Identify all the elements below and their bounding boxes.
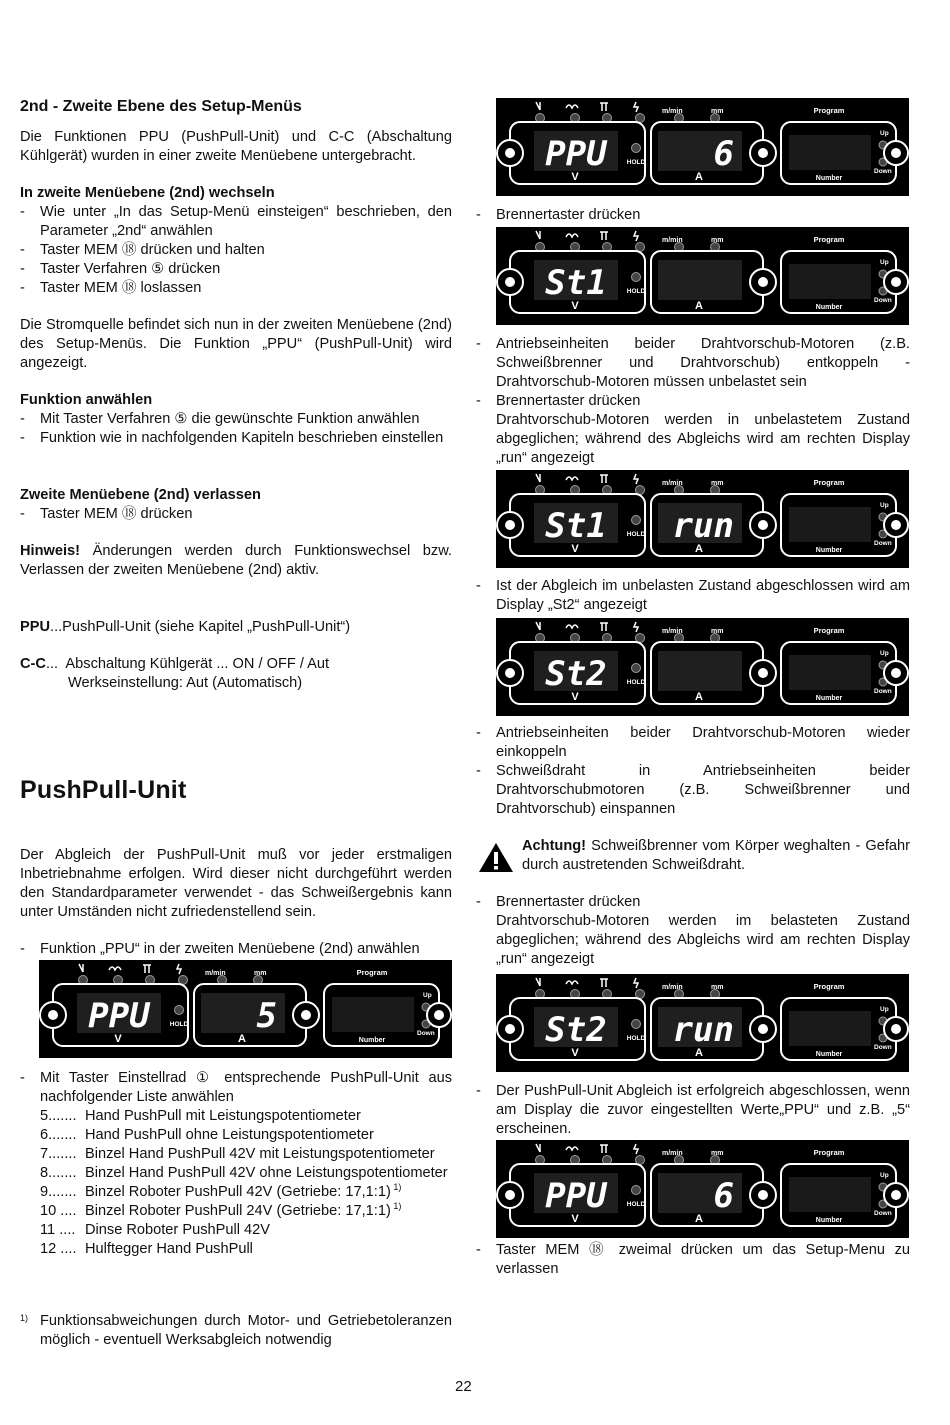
number-label: Number [815,304,843,311]
control-panel [39,960,452,1058]
list-item-number: 10 .... [40,1203,77,1219]
hold-led [632,1186,641,1195]
display-right-value: run [672,1010,734,1050]
knob-program-center [891,1024,901,1034]
knob-right-center [758,277,768,287]
list-item-text: Hulftegger Hand PushPull [85,1241,253,1257]
list-item [20,1240,452,1259]
unit-label-mm: mm [254,970,267,977]
list-item-text: Hand PushPull mit Leistungspotentiometer [85,1108,361,1124]
step-brenner-1: - Brennertaster drücken [476,206,910,225]
unit-label-mm: mm [711,480,724,487]
unit-label-mmin: m/min [662,480,683,487]
step-st2: - Ist der Abgleich im unbelasten Zustand abgeschlossen wird am Display „St2“ angezeigt [476,577,910,615]
display-left-value: PPU [88,996,150,1036]
display-program [789,1177,871,1212]
program-label: Program [356,968,388,977]
list-item [20,1221,452,1240]
knob-right-center [758,1190,768,1200]
list-item-text: Binzel Roboter PushPull 42V (Getriebe: 17,1:1) $^{1)}$ [85,1182,402,1200]
v-label: V [571,300,579,312]
list-item-number: 6....... [40,1127,77,1143]
display-right-value: 6 [713,134,734,174]
knob-program-center [891,668,901,678]
list-item [20,1126,452,1145]
program-label: Program [813,982,845,991]
hold-led [632,664,641,673]
arc-icon [566,625,578,628]
list-item-text: Hand PushPull ohne Leistungspotentiometer [85,1127,374,1143]
pushpull-intro: Der Abgleich der PushPull-Unit muß vor jeder erstmaligen Inbetriebnahme erfolgen. Wird dieser nicht durchgeführt werden den Standardparameter verwendet - das Schweißergebnis kann unter Umständen nicht zufriedenstellend sein. [20,847,452,920]
knob-left-center [505,1190,515,1200]
list-item-number: 5....... [40,1108,77,1124]
up-label: Up [880,1006,889,1013]
hold-led [632,273,641,282]
step-decouple: - Antriebseinheiten beider Drahtvorschub-Motoren (z.B. Schweißbrenner und Drahtvorschub) entkoppeln - Drahtvorschub-Motoren müssen unbelastet sein - Brennertaster drücken Drahtvorschub-Motoren werden in unbelastetem Zustand abgeglichen; während des Abgleichs wird am rechten Display „run“ angezeigt [476,335,910,468]
arc-icon [566,234,578,237]
status-paragraph: Die Stromquelle befindet sich nun in der zweiten Menüebene (2nd) des Setup-Menüs. Die Funktion „PPU“ (PushPull-Unit) wird angezeigt. [20,317,452,371]
down-label: Down [417,1030,435,1037]
torch-icon [536,978,540,986]
list-item-number: 7....... [40,1146,77,1162]
up-label: Up [880,259,889,266]
lightning-icon [177,964,181,974]
unit-label-mmin: m/min [662,1150,683,1157]
arc-icon [566,981,578,984]
up-label: Up [880,1172,889,1179]
display-right-value: 5 [256,996,277,1036]
pushpull-heading: PushPull-Unit [20,776,187,804]
display-program [789,135,871,170]
select-section: Funktion anwählen - Mit Taster Verfahren ⑤ die gewünschte Funktion anwählen - Funktion wie in nachfolgenden Kapiteln beschrieben einstellen [20,391,452,448]
display-program [789,655,871,690]
display-left-value: PPU [545,1176,607,1216]
unit-label-mmin: m/min [662,108,683,115]
hold-label: HOLD [626,159,646,166]
down-label: Down [874,1210,892,1217]
display-right-value: 6 [713,1176,734,1216]
display-left-value: St2 [545,1010,607,1050]
v-label: V [571,1213,579,1225]
display-right [658,260,742,300]
knob-left-center [48,1010,58,1020]
display-right-value: run [672,506,734,546]
pulse-icon [600,979,608,987]
list-item-text: Dinse Roboter PushPull 42V [85,1222,270,1238]
hold-label: HOLD [626,288,646,295]
knob-program-center [891,148,901,158]
knob-left-center [505,1024,515,1034]
list-item-text: Binzel Hand PushPull 42V ohne Leistungspotentiometer [85,1165,448,1181]
v-label: V [571,691,579,703]
display-program [789,507,871,542]
down-label: Down [874,540,892,547]
number-label: Number [815,547,843,554]
hold-label: HOLD [626,679,646,686]
control-panel [496,1140,909,1238]
pulse-icon [600,475,608,483]
knob-left-center [505,148,515,158]
number-label: Number [815,1217,843,1224]
hold-label: HOLD [626,1035,646,1042]
list-item-text: Binzel Hand PushPull 42V mit Leistungspotentiometer [85,1146,435,1162]
warning-block: Achtung! Schweißbrenner vom Körper weghalten - Gefahr durch austretenden Schweißdraht. [476,837,910,875]
pulse-icon [600,232,608,240]
unit-label-mm: mm [711,984,724,991]
display-program [332,997,414,1032]
unit-label-mm: mm [711,108,724,115]
list-item-number: 11 .... [40,1222,76,1238]
program-label: Program [813,626,845,635]
a-label: A [695,691,703,703]
knob-program-center [891,277,901,287]
list-item-number: 9....... [40,1184,77,1200]
list-item: - Taster MEM ⑱ drücken [20,505,452,524]
program-label: Program [813,1148,845,1157]
up-label: Up [880,650,889,657]
list-item: - Wie unter „In das Setup-Menü einsteigen“ beschrieben, den Parameter „2nd“ anwählen [20,203,452,241]
display-program [789,1011,871,1046]
arc-icon [566,1147,578,1150]
list-item: - Taster MEM ⑱ drücken und halten [20,241,452,260]
number-label: Number [358,1037,386,1044]
lightning-icon [634,978,638,988]
down-label: Down [874,168,892,175]
warning-icon [476,841,516,875]
step-brenner-3: - Brennertaster drücken Drahtvorschub-Motoren werden im belasteten Zustand abgeglichen; während des Abgleichs wird am rechten Display „run“ angezeigt [476,893,910,969]
pulse-icon [600,103,608,111]
control-panel [496,98,909,196]
wheel-section: - Mit Taster Einstellrad ① entsprechende PushPull-Unit aus nachfolgender Liste anwählen 5....... Hand PushPull mit Leistungspotentiometer 6....... Hand PushPull ohne Leistungspotentiometer 7....... Binzel Hand PushPull 42V mit Leistungspotentiometer 8....... Binzel Hand PushPull 42V ohne Leistungspotentiometer 9....... Binzel Roboter PushPull 42V (Getriebe: 17,1:1) $^{1)}$ 10 .... Binzel Roboter PushPull 24V (Getriebe: 17,1:1) $^{1)}$ 11 .... Dinse Roboter PushPull 42V 12 .... Hulftegger Hand PushPull [20,1069,452,1259]
display-program [789,264,871,299]
hold-led [632,516,641,525]
number-label: Number [815,695,843,702]
knob-program-center [891,1190,901,1200]
lightning-icon [634,1144,638,1154]
up-label: Up [880,130,889,137]
control-panel [496,974,909,1072]
lightning-icon [634,622,638,632]
torch-icon [536,474,540,482]
hold-led [632,1020,641,1029]
pulse-icon [600,1145,608,1153]
a-label: A [238,1033,246,1045]
torch-icon [536,622,540,630]
lightning-icon [634,231,638,241]
knob-left-center [505,277,515,287]
ppu-select-item: - Funktion „PPU“ in der zweiten Menüebene (2nd) anwählen [20,940,452,959]
unit-label-mmin: m/min [662,984,683,991]
lightning-icon [634,474,638,484]
list-item: - Taster MEM ⑱ loslassen [20,279,452,298]
switch-section: In zweite Menüebene (2nd) wechseln - Wie unter „In das Setup-Menü einsteigen“ beschrieben, den Parameter „2nd“ anwählen - Taster MEM ⑱ drücken und halten - Taster Verfahren ⑤ drücken - Taster MEM ⑱ loslassen [20,184,452,298]
unit-label-mmin: m/min [205,970,226,977]
list-item [20,1164,452,1183]
pulse-icon [143,965,151,973]
torch-icon [536,102,540,110]
a-label: A [695,171,703,183]
hold-label: HOLD [626,1201,646,1208]
v-label: V [571,543,579,555]
v-label: V [114,1033,122,1045]
exit-section: Zweite Menüebene (2nd) verlassen - Taster MEM ⑱ drücken [20,486,452,524]
up-label: Up [423,992,432,999]
knob-left-center [505,520,515,530]
pulse-icon [600,623,608,631]
intro-paragraph: Die Funktionen PPU (PushPull-Unit) und C-C (Abschaltung Kühlgerät) wurden in einer zweite Menüebene untergebracht. [20,129,452,164]
list-item [20,1145,452,1164]
hold-led [175,1006,184,1015]
list-item: - Funktion wie in nachfolgenden Kapiteln beschrieben einstellen [20,429,452,448]
lightning-icon [634,102,638,112]
footnote: 1) Funktionsabweichungen durch Motor- und Getriebetoleranzen möglich - eventuell Werksabgleich notwendig [20,1313,452,1348]
display-left-value: St2 [545,654,607,694]
knob-right-center [758,668,768,678]
program-label: Program [813,478,845,487]
list-item: - Mit Taster Verfahren ⑤ die gewünschte Funktion anwählen [20,410,452,429]
hold-label: HOLD [169,1021,189,1028]
down-label: Down [874,297,892,304]
v-label: V [571,1047,579,1059]
knob-right-center [758,520,768,530]
list-item-number: 12 .... [40,1241,77,1257]
page-number: 22 [455,1378,472,1395]
hold-label: HOLD [626,531,646,538]
unit-label-mm: mm [711,237,724,244]
program-label: Program [813,106,845,115]
knob-right-center [301,1010,311,1020]
a-label: A [695,543,703,555]
a-label: A [695,1047,703,1059]
note-paragraph: Hinweis! Änderungen werden durch Funktionswechsel bzw. Verlassen der zweiten Menüebene (2nd) aktiv. [20,543,452,578]
unit-label-mmin: m/min [662,237,683,244]
cc-definition: C-C... Abschaltung Kühlgerät ... ON / OFF / Aut Werkseinstellung: Aut (Automatisch) [20,656,330,691]
list-item [20,1183,452,1202]
v-label: V [571,171,579,183]
step-mem: - Taster MEM ⑱ zweimal drücken um das Setup-Menu zu verlassen [476,1241,910,1279]
torch-icon [79,964,83,972]
unit-label-mmin: m/min [662,628,683,635]
list-item: - Taster Verfahren ⑤ drücken [20,260,452,279]
knob-program-center [434,1010,444,1020]
arc-icon [566,477,578,480]
arc-icon [109,967,121,970]
up-label: Up [880,502,889,509]
knob-left-center [505,668,515,678]
step-done: - Der PushPull-Unit Abgleich ist erfolgreich abgeschlossen, wenn am Display die zuvor eingestellten Werte„PPU“ und z.B. „5“ erscheinen. [476,1082,910,1139]
unit-label-mm: mm [711,1150,724,1157]
display-right [658,651,742,691]
knob-right-center [758,148,768,158]
torch-icon [536,231,540,239]
list-item [20,1202,452,1221]
program-label: Program [813,235,845,244]
knob-right-center [758,1024,768,1034]
list-item-text: Binzel Roboter PushPull 24V (Getriebe: 17,1:1) $^{1)}$ [85,1201,402,1219]
pushpull-unit-list [20,1107,452,1259]
control-panel [496,470,909,568]
display-left-value: PPU [545,134,607,174]
display-left-value: St1 [545,506,607,546]
step-couple: - Antriebseinheiten beider Drahtvorschub-Motoren wieder einkoppeln - Schweißdraht in Antriebseinheiten beider Drahtvorschubmotoren (z.B. Schweißbrenner und Drahtvorschub) einspannen [476,724,910,819]
section-heading-2nd: 2nd - Zweite Ebene des Setup-Menüs [20,98,302,115]
display-left-value: St1 [545,263,607,303]
torch-icon [536,1144,540,1152]
number-label: Number [815,1051,843,1058]
control-panel [496,618,909,716]
knob-program-center [891,520,901,530]
list-item [20,1107,452,1126]
hold-led [632,144,641,153]
list-item-number: 8....... [40,1165,77,1181]
a-label: A [695,1213,703,1225]
ppu-definition: PPU...PushPull-Unit (siehe Kapitel „PushPull-Unit“) [20,619,351,635]
control-panel [496,227,909,325]
arc-icon [566,105,578,108]
down-label: Down [874,1044,892,1051]
a-label: A [695,300,703,312]
down-label: Down [874,688,892,695]
number-label: Number [815,175,843,182]
unit-label-mm: mm [711,628,724,635]
